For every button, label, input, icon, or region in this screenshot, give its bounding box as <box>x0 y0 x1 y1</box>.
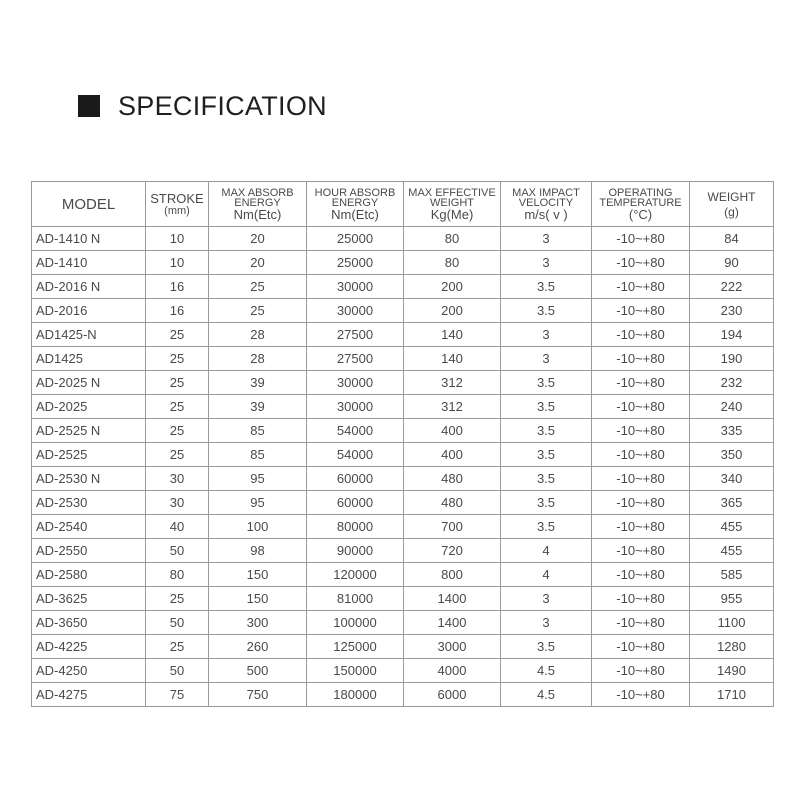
cell-max-absorb-energy: 85 <box>209 419 307 443</box>
table-row <box>32 635 774 659</box>
table-row <box>32 515 774 539</box>
cell-operating-temperature: -10~+80 <box>592 275 690 299</box>
table-row <box>32 467 774 491</box>
cell-weight: 222 <box>690 275 774 299</box>
cell-stroke: 10 <box>146 251 209 275</box>
cell-operating-temperature: -10~+80 <box>592 299 690 323</box>
cell-max-absorb-energy: 20 <box>209 227 307 251</box>
cell-hour-absorb-energy: 180000 <box>307 683 404 707</box>
cell-stroke: 25 <box>146 395 209 419</box>
cell-model: AD-3625 <box>32 587 146 611</box>
cell-model: AD-1410 N <box>32 227 146 251</box>
cell-hour-absorb-energy: 54000 <box>307 443 404 467</box>
cell-weight: 455 <box>690 539 774 563</box>
cell-weight: 340 <box>690 467 774 491</box>
cell-max-absorb-energy: 100 <box>209 515 307 539</box>
cell-max-impact-velocity: 4.5 <box>501 683 592 707</box>
cell-weight: 335 <box>690 419 774 443</box>
cell-operating-temperature: -10~+80 <box>592 515 690 539</box>
cell-operating-temperature: -10~+80 <box>592 491 690 515</box>
table-row <box>32 443 774 467</box>
cell-operating-temperature: -10~+80 <box>592 611 690 635</box>
cell-hour-absorb-energy: 30000 <box>307 299 404 323</box>
cell-max-effective-weight: 312 <box>404 395 501 419</box>
cell-model: AD1425-N <box>32 323 146 347</box>
cell-max-effective-weight: 200 <box>404 275 501 299</box>
cell-hour-absorb-energy: 60000 <box>307 467 404 491</box>
cell-max-absorb-energy: 25 <box>209 299 307 323</box>
specification-table <box>31 181 774 707</box>
cell-max-impact-velocity: 3 <box>501 347 592 371</box>
cell-operating-temperature: -10~+80 <box>592 251 690 275</box>
cell-max-effective-weight: 480 <box>404 467 501 491</box>
cell-max-effective-weight: 140 <box>404 347 501 371</box>
cell-max-absorb-energy: 750 <box>209 683 307 707</box>
cell-model: AD-2016 N <box>32 275 146 299</box>
cell-weight: 90 <box>690 251 774 275</box>
cell-hour-absorb-energy: 60000 <box>307 491 404 515</box>
cell-max-absorb-energy: 150 <box>209 563 307 587</box>
cell-max-effective-weight: 200 <box>404 299 501 323</box>
cell-weight: 230 <box>690 299 774 323</box>
cell-hour-absorb-energy: 54000 <box>307 419 404 443</box>
cell-operating-temperature: -10~+80 <box>592 467 690 491</box>
cell-max-effective-weight: 140 <box>404 323 501 347</box>
cell-max-absorb-energy: 260 <box>209 635 307 659</box>
cell-max-impact-velocity: 3.5 <box>501 371 592 395</box>
cell-max-effective-weight: 700 <box>404 515 501 539</box>
cell-hour-absorb-energy: 81000 <box>307 587 404 611</box>
cell-weight: 455 <box>690 515 774 539</box>
cell-weight: 190 <box>690 347 774 371</box>
cell-operating-temperature: -10~+80 <box>592 323 690 347</box>
cell-max-effective-weight: 400 <box>404 419 501 443</box>
cell-operating-temperature: -10~+80 <box>592 371 690 395</box>
cell-model: AD-2550 <box>32 539 146 563</box>
cell-hour-absorb-energy: 125000 <box>307 635 404 659</box>
table-row <box>32 395 774 419</box>
cell-operating-temperature: -10~+80 <box>592 443 690 467</box>
cell-stroke: 40 <box>146 515 209 539</box>
cell-model: AD-1410 <box>32 251 146 275</box>
cell-operating-temperature: -10~+80 <box>592 347 690 371</box>
table-row <box>32 683 774 707</box>
table-header-row <box>32 182 774 227</box>
cell-stroke: 25 <box>146 443 209 467</box>
cell-max-effective-weight: 80 <box>404 251 501 275</box>
cell-stroke: 16 <box>146 299 209 323</box>
cell-max-impact-velocity: 3 <box>501 227 592 251</box>
table-row <box>32 251 774 275</box>
square-bullet-icon <box>78 95 100 117</box>
cell-max-impact-velocity: 3 <box>501 251 592 275</box>
cell-weight: 585 <box>690 563 774 587</box>
cell-model: AD-2530 <box>32 491 146 515</box>
cell-max-absorb-energy: 500 <box>209 659 307 683</box>
cell-max-absorb-energy: 95 <box>209 491 307 515</box>
cell-hour-absorb-energy: 27500 <box>307 347 404 371</box>
table-row <box>32 227 774 251</box>
cell-weight: 350 <box>690 443 774 467</box>
header-max-effective-weight: MAX EFFECTIVE WEIGHT Kg(Me) <box>404 182 501 227</box>
table-row <box>32 323 774 347</box>
table-row <box>32 539 774 563</box>
cell-weight: 1100 <box>690 611 774 635</box>
cell-weight: 365 <box>690 491 774 515</box>
cell-model: AD-2540 <box>32 515 146 539</box>
table-row <box>32 611 774 635</box>
table-row <box>32 491 774 515</box>
cell-max-effective-weight: 312 <box>404 371 501 395</box>
table-row <box>32 419 774 443</box>
cell-weight: 194 <box>690 323 774 347</box>
cell-model: AD-2025 <box>32 395 146 419</box>
table-row <box>32 371 774 395</box>
cell-max-absorb-energy: 98 <box>209 539 307 563</box>
cell-stroke: 50 <box>146 611 209 635</box>
cell-hour-absorb-energy: 27500 <box>307 323 404 347</box>
cell-max-absorb-energy: 28 <box>209 347 307 371</box>
header-operating-temperature: OPERATING TEMPERATURE (°C) <box>592 182 690 227</box>
cell-operating-temperature: -10~+80 <box>592 227 690 251</box>
cell-max-impact-velocity: 3.5 <box>501 491 592 515</box>
cell-stroke: 50 <box>146 539 209 563</box>
header-hour-absorb-energy: HOUR ABSORB ENERGY Nm(Etc) <box>307 182 404 227</box>
cell-stroke: 25 <box>146 419 209 443</box>
cell-operating-temperature: -10~+80 <box>592 587 690 611</box>
cell-weight: 84 <box>690 227 774 251</box>
section-title <box>78 88 327 124</box>
cell-model: AD-2580 <box>32 563 146 587</box>
table-row <box>32 587 774 611</box>
cell-stroke: 16 <box>146 275 209 299</box>
cell-weight: 1280 <box>690 635 774 659</box>
header-model: MODEL <box>32 182 146 227</box>
cell-stroke: 10 <box>146 227 209 251</box>
table-row <box>32 563 774 587</box>
cell-weight: 1490 <box>690 659 774 683</box>
cell-hour-absorb-energy: 80000 <box>307 515 404 539</box>
cell-max-absorb-energy: 20 <box>209 251 307 275</box>
cell-weight: 240 <box>690 395 774 419</box>
table-row <box>32 275 774 299</box>
cell-max-absorb-energy: 150 <box>209 587 307 611</box>
cell-weight: 955 <box>690 587 774 611</box>
cell-operating-temperature: -10~+80 <box>592 659 690 683</box>
cell-max-impact-velocity: 3.5 <box>501 275 592 299</box>
cell-model: AD-2530 N <box>32 467 146 491</box>
cell-max-effective-weight: 800 <box>404 563 501 587</box>
cell-stroke: 25 <box>146 323 209 347</box>
header-stroke: STROKE (mm) <box>146 182 209 227</box>
cell-stroke: 80 <box>146 563 209 587</box>
cell-model: AD-2525 N <box>32 419 146 443</box>
table-body <box>32 227 774 707</box>
cell-operating-temperature: -10~+80 <box>592 395 690 419</box>
cell-max-impact-velocity: 3.5 <box>501 443 592 467</box>
cell-max-effective-weight: 1400 <box>404 611 501 635</box>
header-weight: WEIGHT (g) <box>690 182 774 227</box>
cell-weight: 1710 <box>690 683 774 707</box>
cell-hour-absorb-energy: 25000 <box>307 227 404 251</box>
cell-stroke: 30 <box>146 467 209 491</box>
cell-operating-temperature: -10~+80 <box>592 419 690 443</box>
cell-model: AD-4225 <box>32 635 146 659</box>
cell-max-impact-velocity: 3 <box>501 611 592 635</box>
cell-hour-absorb-energy: 150000 <box>307 659 404 683</box>
cell-model: AD-2016 <box>32 299 146 323</box>
cell-max-absorb-energy: 39 <box>209 371 307 395</box>
cell-max-effective-weight: 6000 <box>404 683 501 707</box>
header-max-absorb-energy: MAX ABSORB ENERGY Nm(Etc) <box>209 182 307 227</box>
header-max-impact-velocity: MAX IMPACT VELOCITY m/s( v ) <box>501 182 592 227</box>
cell-model: AD1425 <box>32 347 146 371</box>
cell-hour-absorb-energy: 100000 <box>307 611 404 635</box>
cell-max-absorb-energy: 25 <box>209 275 307 299</box>
cell-stroke: 25 <box>146 587 209 611</box>
cell-max-effective-weight: 720 <box>404 539 501 563</box>
cell-hour-absorb-energy: 30000 <box>307 395 404 419</box>
cell-model: AD-4275 <box>32 683 146 707</box>
cell-max-impact-velocity: 4 <box>501 563 592 587</box>
cell-hour-absorb-energy: 90000 <box>307 539 404 563</box>
cell-max-impact-velocity: 3.5 <box>501 515 592 539</box>
table-row <box>32 299 774 323</box>
cell-stroke: 30 <box>146 491 209 515</box>
cell-operating-temperature: -10~+80 <box>592 635 690 659</box>
cell-max-impact-velocity: 4.5 <box>501 659 592 683</box>
page-title: SPECIFICATION <box>118 90 327 121</box>
cell-max-impact-velocity: 3.5 <box>501 635 592 659</box>
cell-weight: 232 <box>690 371 774 395</box>
cell-max-impact-velocity: 3.5 <box>501 299 592 323</box>
cell-stroke: 75 <box>146 683 209 707</box>
cell-hour-absorb-energy: 30000 <box>307 275 404 299</box>
cell-stroke: 25 <box>146 635 209 659</box>
cell-max-effective-weight: 80 <box>404 227 501 251</box>
cell-max-effective-weight: 480 <box>404 491 501 515</box>
cell-operating-temperature: -10~+80 <box>592 683 690 707</box>
cell-operating-temperature: -10~+80 <box>592 539 690 563</box>
cell-max-impact-velocity: 3 <box>501 323 592 347</box>
cell-max-effective-weight: 4000 <box>404 659 501 683</box>
table-row <box>32 347 774 371</box>
cell-max-absorb-energy: 300 <box>209 611 307 635</box>
table-row <box>32 659 774 683</box>
cell-model: AD-3650 <box>32 611 146 635</box>
cell-stroke: 25 <box>146 371 209 395</box>
cell-max-impact-velocity: 3.5 <box>501 395 592 419</box>
cell-max-effective-weight: 400 <box>404 443 501 467</box>
cell-stroke: 25 <box>146 347 209 371</box>
cell-model: AD-4250 <box>32 659 146 683</box>
cell-max-effective-weight: 3000 <box>404 635 501 659</box>
cell-max-absorb-energy: 39 <box>209 395 307 419</box>
cell-max-impact-velocity: 3 <box>501 587 592 611</box>
cell-max-impact-velocity: 3.5 <box>501 419 592 443</box>
cell-hour-absorb-energy: 25000 <box>307 251 404 275</box>
cell-max-effective-weight: 1400 <box>404 587 501 611</box>
cell-max-absorb-energy: 28 <box>209 323 307 347</box>
cell-hour-absorb-energy: 30000 <box>307 371 404 395</box>
cell-hour-absorb-energy: 120000 <box>307 563 404 587</box>
cell-max-impact-velocity: 4 <box>501 539 592 563</box>
cell-max-absorb-energy: 85 <box>209 443 307 467</box>
cell-max-absorb-energy: 95 <box>209 467 307 491</box>
cell-operating-temperature: -10~+80 <box>592 563 690 587</box>
cell-model: AD-2525 <box>32 443 146 467</box>
cell-model: AD-2025 N <box>32 371 146 395</box>
cell-max-impact-velocity: 3.5 <box>501 467 592 491</box>
cell-stroke: 50 <box>146 659 209 683</box>
